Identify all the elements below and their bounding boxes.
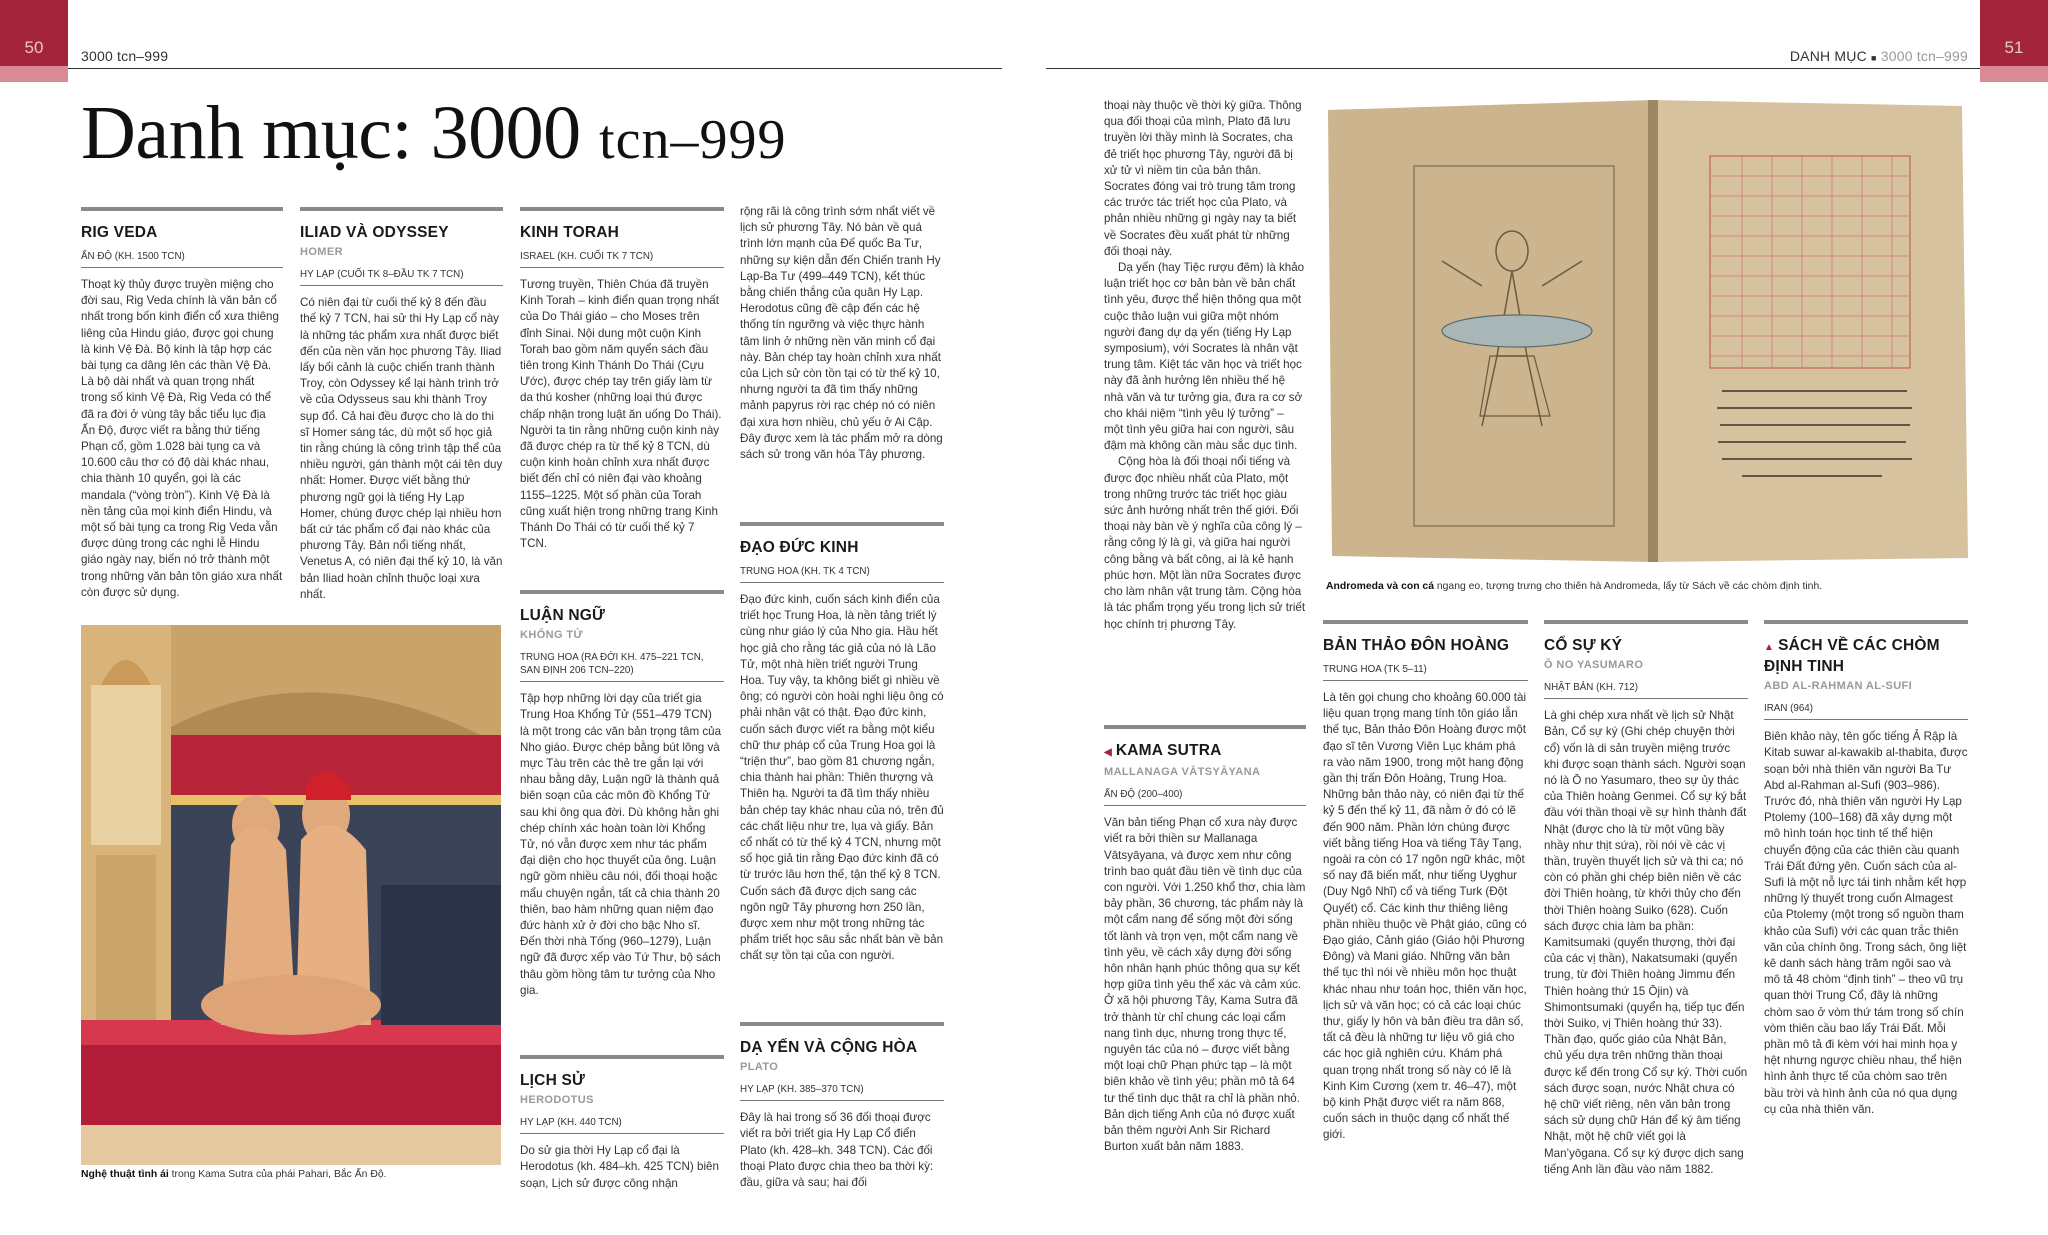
entry-body: Tương truyền, Thiên Chúa đã truyền Kinh Torah – kinh điển quan trọng nhất của Do Thái giáo – cho Moses trên đỉnh Sinai. Nội dung một cuộn Kinh Torah bao gồm năm quyển sách đầu tiên trong Kinh Thánh Do Thái (Cựu Ước), được chép tay trên giấy làm từ da thú kosher (những loại thú được chấp nhận trong luật ăn uống Do Thái). Người ta tin rằng những cuộn kinh này đã được chép ra từ thế kỷ 8 TCN, dù cuộn kinh hoàn chỉnh xưa nhất được biết đến chỉ có niên đại vào khoảng 1155–1225. Một số phần của Torah cũng xuất hiện trong những trang Kinh Thánh Do Thái có từ cuối thế kỷ 7 TCN. xyxy=(520,278,722,551)
page-tab-accent-right xyxy=(1980,66,2048,82)
header-rule-left xyxy=(68,68,1002,69)
entry-heading: ▲ SÁCH VỀ CÁC CHÒM ĐỊNH TINH xyxy=(1764,637,1940,675)
entry-body: Do sử gia thời Hy Lạp cổ đại là Herodotus (kh. 484–kh. 425 TCN) biên soạn, Lịch sử được công nhận xyxy=(520,1144,719,1190)
entry-body: Đây là hai trong số 36 đối thoại được viết ra bởi triết gia Hy Lạp Cổ điển Plato (kh. 428–kh. 348 TCN). Các đối thoại Plato được chia theo ba thời kỳ: đầu, giữa và sau; hai đối xyxy=(740,1111,934,1190)
running-head-left: 3000 tcn–999 xyxy=(81,48,169,64)
entry-meta: NHẬT BẢN (KH. 712) xyxy=(1544,681,1748,699)
entry-heading: LUẬN NGỮ xyxy=(520,607,606,624)
entry-body: Thoạt kỳ thủy được truyền miệng cho đời sau, Rig Veda chính là văn bản cổ nhất trong bốn kinh điển cổ xưa thiêng liêng của Hindu giáo, được gọi chung là kinh Vệ Đà. Bộ kinh là tập hợp các bài tụng ca dâng lên các thần Vệ Đà. Là bộ dài nhất và quan trọng nhất trong số kinh Vệ Đà, Rig Veda có thể đã ra đời ở vùng tây bắc tiểu lục địa Ấn Độ, được viết ra bằng thứ tiếng Phạn cổ, gồm 1.028 bài tụng ca và 10.600 câu thơ có độ dài khác nhau, chia thành 10 quyển, gọi là các mandala (“vòng tròn”). Kinh Vệ Đà là nền tảng của mọi kinh điển Hindu, và một số bài tụng ca trong Rig Veda vẫn được dùng trong các nghi lễ Hindu giáo ngày nay, biến nó trở thành một trong những văn bản tôn giáo xưa nhất còn được sử dụng. xyxy=(81,278,283,599)
page-tab-accent-left xyxy=(0,66,68,82)
entry-body: rộng rãi là công trình sớm nhất viết về lịch sử phương Tây. Nó bàn về quá trình lớn mạnh của Đế quốc Ba Tư, những sự kiện dẫn đến Chiến tranh Hy Lạp-Ba Tư (499–449 TCN), kết thúc bằng chiến thắng của quân Hy Lạp. Herodotus cũng đề cập đến các hệ thống tín ngưỡng và việc thực hành tâm linh ở những nền văn minh cổ đại này. Bản chép tay hoàn chỉnh xưa nhất của Lịch sử còn tồn tại có từ thế kỷ 10, nhưng người ta đã tìm thấy những mảnh papyrus rời rạc chép nó có niên đại xưa hơn nhiều, chủ yếu ở Ai Cập. Đây được xem là tác phẩm mở ra dòng sách sử trong văn hóa Tây phương. xyxy=(740,205,943,462)
page-number-tab-left xyxy=(0,0,68,66)
entry-symposium-republic xyxy=(740,1022,944,1191)
entry-body: Có niên đại từ cuối thế kỷ 8 đến đầu thế kỷ 7 TCN, hai sử thi Hy Lạp cổ này là những tác phẩm xưa nhất được biết đến của nền văn học phương Tây. Iliad lấy bối cảnh là cuộc chiến tranh thành Troy, còn Odyssey kể lại hành trình trở về của Odysseus sau khi thành Troy sụp đổ. Cả hai đều được cho là do thi sĩ Homer sáng tác, dù một số học giả tin rằng chúng là công trình tập thể của nhiều người, gán thành một cái tên duy nhất: Homer. Được viết bằng thứ phương ngữ gọi là tiếng Hy Lạp Homer, chúng được chép lại nhiều hơn bất cứ tác phẩm cổ đại nào khác của phương Tây. Bản nổi tiếng nhất, Venetus A, có niên đại thế kỷ 10, là văn bản Iliad hoàn chỉnh thuộc loại xưa nhất. xyxy=(300,296,503,601)
entry-heading: LỊCH SỬ xyxy=(520,1072,586,1089)
entry-histories xyxy=(520,1055,724,1192)
header-rule-right xyxy=(1046,68,1980,69)
entry-heading: RIG VEDA xyxy=(81,224,158,241)
painting-illustration xyxy=(81,625,501,1165)
entry-analects xyxy=(520,590,724,999)
entry-meta: HY LẠP (CUỐI TK 8–ĐẦU TK 7 TCN) xyxy=(300,268,503,286)
entry-symposium-continued: thoại này thuộc về thời kỳ giữa. Thông qua đối thoại của mình, Plato đã lưu truyền lời thầy mình là Socrates, cha đẻ triết học phương Tây, người đã bị xử tử vì niềm tin của bản thân. Socrates đóng vai trò trung tâm trong các trước tác triết học của Plato, và phản nhiều những gì ngày nay ta biết về Socrates đều xuất phát từ những đối thoại này. Dạ yến (hay Tiệc rượu đêm) là khảo luận triết học cơ bản bàn về bản chất tình yêu, được thể hiện thông qua một cuộc thảo luận vui giữa một nhóm người đang dự dạ yến (tiếng Hy Lạp symposium), với Socrates là nhân vật trung tâm. Kiệt tác văn học và triết học này đã ảnh hưởng lên nhiều thế hệ nhà văn và tư tưởng gia, đưa ra cơ sở cho khái niệm “tình yêu lý tưởng” – một tình yêu giữa hai con người, sâu đậm mà không cần màu sắc dục tình. Cộng hòa là đối thoại nổi tiếng và được đọc nhiều nhất của Plato, một trong những trước tác triết học giàu sức ảnh hưởng nhất trên thế giới. Đối thoại này bàn về ý nghĩa của công lý – rằng công lý là gì, và giữa hai người công bằng và bất công, ai là kẻ hạnh phúc hơn. Một lần nữa Socrates được cho làm nhân vật trung tâm. Cộng hòa là tác phẩm trọng yếu trong lịch sử triết học chính trị phương Tây. xyxy=(1104,99,1306,631)
entry-meta: HY LẠP (KH. 385–370 TCN) xyxy=(740,1083,944,1101)
entry-torah xyxy=(520,207,724,552)
entry-meta: TRUNG HOA (KH. TK 4 TCN) xyxy=(740,565,944,583)
entry-tao-te-ching xyxy=(740,522,944,965)
arrow-icon: ▲ xyxy=(1764,642,1775,653)
entry-heading: CỔ SỰ KÝ xyxy=(1544,637,1623,654)
page-number-tab-right xyxy=(1980,0,2048,66)
entry-body: Là tên gọi chung cho khoảng 60.000 tài liệu quan trọng mang tính tôn giáo lẫn thế tục, Bản thảo Đôn Hoàng được một đạo sĩ tên Vương Viên Lục khám phá ra vào năm 1900, trong một hang động gần thị trấn Đôn Hoàng, Trung Hoa. Những bản thảo này, có niên đại từ thế kỷ 5 đến thế kỷ 11, đã nằm ở đó có lẽ đến 900 năm. Phần lớn chúng được viết bằng tiếng Hoa và tiếng Tây Tạng, ngoài ra còn có 17 ngôn ngữ khác, một số nay đã biến mất, như tiếng Uyghur (Duy Ngô Nhĩ) cổ và tiếng Turk (Đột Quyết) cổ. Các kinh thư thiêng liêng phần nhiều thuộc về Phật giáo, cũng có Đạo giáo, Cảnh giáo (Giáo hội Phương Đông) và Mani giáo. Những văn bản thế tục thì nói về nhiều môn học thuật khác nhau như toán học, thiên văn học, lịch sử và văn học; có cả các loại chúc thư, giấy ly hôn và bản điều tra dân số, tất cả đều là những tư liệu vô giá cho các học giả nghiên cứu. Khám phá quan trọng nhất trong số này có lẽ là Kinh Kim Cương (xem tr. 46–47), một bộ kinh Phật được viết ra năm 868, cuốn sách in thuộc dạng cổ nhất thế giới. xyxy=(1323,691,1527,1142)
entry-meta: ISRAEL (KH. CUỐI TK 7 TCN) xyxy=(520,250,724,268)
entry-heading: ◀ KAMA SUTRA xyxy=(1104,742,1222,759)
entry-author: ABD AL-RAHMAN AL-SUFI xyxy=(1764,680,1913,692)
entry-heading: ILIAD VÀ ODYSSEY xyxy=(300,224,449,241)
entry-dunhuang-manuscripts xyxy=(1323,620,1528,1144)
entry-author: PLATO xyxy=(740,1061,779,1073)
entry-author: KHỔNG TỬ xyxy=(520,629,584,641)
kama-sutra-painting xyxy=(81,625,501,1165)
entry-meta: HY LẠP (KH. 440 TCN) xyxy=(520,1116,724,1134)
entry-meta: TRUNG HOA (RA ĐỜI KH. 475–221 TCN, SAN ĐỊNH 206 TCN–220) xyxy=(520,651,724,682)
page-title: Danh mục: 3000 tcn–999 xyxy=(81,91,787,175)
entry-heading: ĐẠO ĐỨC KINH xyxy=(740,539,859,556)
entry-heading: DẠ YẾN VÀ CỘNG HÒA xyxy=(740,1039,918,1056)
entry-meta: IRAN (964) xyxy=(1764,702,1968,720)
entry-body: Đạo đức kinh, cuốn sách kinh điển của triết học Trung Hoa, là nền tảng triết lý cùng như giáo lý của Nho gia. Hầu hết học giả cho rằng tác giả của nó là Lão Tử, một nhà hiền triết người Trung Hoa. Tuy vậy, ta không biết gì nhiều về ông; có người còn hoài nghi liệu ông có phải nhân vật có thật. Đạo đức kinh, cuốn sách được viết ra bằng một kiểu chữ thư pháp cổ của Trung Hoa gọi là “triện thư”, bao gồm 81 chương ngắn, chia thành hai phần: Thiên thượng và Thiên hạ. Người ta đã tìm thấy nhiều bản chép tay khác nhau của nó, trên đủ các chất liệu như tre, lụa và giấy. Bản cổ nhất có từ thế kỷ 4 TCN, nhưng một số học giả tin rằng Đạo đức kinh đã có từ trước lâu hơn thế, tận thế kỷ 8 TCN. Cuốn sách đã được dịch sang các ngôn ngữ Tây phương hơn 250 lần, được xem như một trong những tác phẩm triết học sâu sắc nhất bàn về bản chất sự tồn tại của con người. xyxy=(740,593,944,963)
entry-iliad-odyssey xyxy=(300,207,503,603)
entry-kama-sutra xyxy=(1104,725,1306,1155)
entry-meta: ẤN ĐỘ (KH. 1500 TCN) xyxy=(81,250,283,268)
manuscript-illustration xyxy=(1322,96,1972,566)
entry-author: Ō NO YASUMARO xyxy=(1544,659,1644,671)
entry-body: Biên khảo này, tên gốc tiếng Ả Rập là Kitab suwar al-kawakib al-thabita, được soạn bởi nhà thiên văn người Ba Tư Abd al-Rahman al-Sufi (903–986). Trước đó, nhà thiên văn người Hy Lạp Ptolemy (100–168) đã xây dựng một mô hình toán học tinh tế thể hiện chuyển động của các thiên cầu quanh Trái Đất đứng yên. Cuốn sách của al-Sufi là một nỗ lực tái tinh nhằm kết hợp những lý thuyết trong cuốn Almagest của Ptolemy (một trong số nguồn tham khảo của Sufi) với các quan trắc thiên văn của chính ông. Trong sách, ông liệt kê danh sách hàng trăm ngôi sao và mô tả 48 chòm “định tinh” – theo vũ trụ quan thời Trung Cổ, đây là những chòm sao ở vòm thứ tám trong số chín vòm thiên cầu bao lấy Trái Đất. Mỗi phần mô tả đi kèm với hai minh họa y hệt nhưng ngược chiều nhau, thể hiện hình ảnh thực tế của chòm sao trên bầu trời và hình ảnh của nó qua dụng cụ của nhà thiên văn. xyxy=(1764,730,1968,1116)
arrow-icon: ◀ xyxy=(1104,747,1112,758)
entry-book-of-fixed-stars xyxy=(1764,620,1968,1118)
kama-sutra-caption: Nghệ thuật tình ái trong Kama Sutra của phái Pahari, Bắc Ấn Độ. xyxy=(81,1169,387,1180)
running-head-right: DANH MỤC ■ 3000 tcn–999 xyxy=(1789,48,1968,64)
entry-body: Văn bản tiếng Phạn cổ xưa này được viết ra bởi thiền sư Mallanaga Vātsyāyana, và được xem như công trình bao quát đầu tiên về tình dục của con người. Với 1.250 khổ thơ, chia làm bảy phần, 36 chương, tác phẩm này là một cẩm nang để sống một đời sống tốt lành và trọn vẹn, một cẩm nang về tình yêu, về cách xây dựng đời sống hôn nhân hạnh phúc thông qua sự kết hợp giữa tình yêu thể xác và cảm xúc. Ở xã hội phương Tây, Kama Sutra đã trở thành từ chỉ chung các loại cẩm nang tình dục, nhưng trong thực tế, nguyên tác của nó – được viết bằng một loại chữ Phạn phức tạp – là một biên khảo về tình yêu; phần mô tả 64 tư thế tình dục thật ra chỉ là phần nhỏ. Bản dịch tiếng Anh của nó được xuất bản thêm người Anh Sir Richard Burton xuất bản năm 1883. xyxy=(1104,816,1306,1154)
entry-author: HOMER xyxy=(300,246,343,258)
entry-meta: TRUNG HOA (TK 5–11) xyxy=(1323,663,1528,681)
page-number-left: 50 xyxy=(24,38,44,57)
page-number-right: 51 xyxy=(2004,38,2024,57)
entry-meta: ẤN ĐỘ (200–400) xyxy=(1104,788,1306,806)
entry-heading: KINH TORAH xyxy=(520,224,620,241)
entry-histories-continued xyxy=(740,204,944,463)
andromeda-manuscript-image xyxy=(1322,96,1972,566)
entry-body: Tập hợp những lời dạy của triết gia Trung Hoa Khổng Tử (551–479 TCN) là một trong các văn bản trọng tâm của Nho giáo. Được chép bằng bút lông và mực Tàu trên các thẻ tre gắn lại với nhau bằng dây, Luận ngữ là thành quả biên soạn của các môn đồ Khổng Tử sau khi ông qua đời. Dù không hằn ghi chép chính xác hoàn toàn lời Khổng Tử, nó vẫn được xem như tác phẩm đại diện cho học thuyết của ông. Luận ngữ gồm nhiều câu nói, đối thoại hoặc mẩu chuyện ngắn, tất cả chia thành 20 thiên, bao hàm những quan niệm đạo đức hành xử ở đời cho bậc Nho sĩ. Đến thời nhà Tống (960–1279), Luận ngữ đã được xếp vào Tứ Thư, bộ sách thâu gồm hồng tâm tư tưởng của Nho gia. xyxy=(520,692,722,997)
entry-rig-veda xyxy=(81,207,283,601)
entry-kojiki xyxy=(1544,620,1748,1178)
entry-author: HERODOTUS xyxy=(520,1094,594,1106)
entry-heading: BẢN THẢO ĐÔN HOÀNG xyxy=(1323,637,1510,654)
entry-body: Là ghi chép xưa nhất về lịch sử Nhật Bản, Cổ sự ký (Ghi chép chuyện thời cổ) vốn là di sản truyền miệng trước khi được soạn thành sách. Người soạn nó là Ō no Yasumaro, theo sự ủy thác của Thiên hoàng Genmei. Cổ sự ký bắt đầu với thần thoại về sự hình thành đất Nhật (được cho là từ một vũng bầy nhầy như thịt sứa), rồi nói về các vị thần, truyền thuyết lịch sử và thi ca; nó còn có phần ghi chép biên niên về các đời Thiên hoàng, từ khởi thủy cho đến thời Thiên hoàng Suiko (628). Cuốn sách được chia làm ba phần: Kamitsumaki (quyển thượng, thời đại của các vị thần), Nakatsumaki (quyển trung, từ đời Thiên hoàng Jimmu đến Thiên hoàng thứ 15 Ōjin) và Shimontsumaki (quyển hạ, tiếp tục đến thời Suiko, vị Thiên hoàng thứ 33). Thần đạo, quốc giáo của Nhật Bản, chủ yếu dựa trên những thần thoại được kể đến trong Cổ sự ký. Thời cuốn sách được soạn, nước Nhật chưa có hệ chữ viết riêng, nên văn bản trong sách sử dụng chữ Hán để ký âm tiếng Nhật, một hệ chữ viết gọi là Man’yōgana. Cổ sự ký được dịch sang tiếng Anh lần đầu vào năm 1882. xyxy=(1544,709,1748,1176)
entry-author: MALLANAGA VĀTSYĀYANA xyxy=(1104,766,1261,778)
andromeda-caption: Andromeda và con cá ngang eo, tượng trưng cho thiên hà Andromeda, lấy từ Sách về các chòm định tinh. xyxy=(1326,581,1823,592)
